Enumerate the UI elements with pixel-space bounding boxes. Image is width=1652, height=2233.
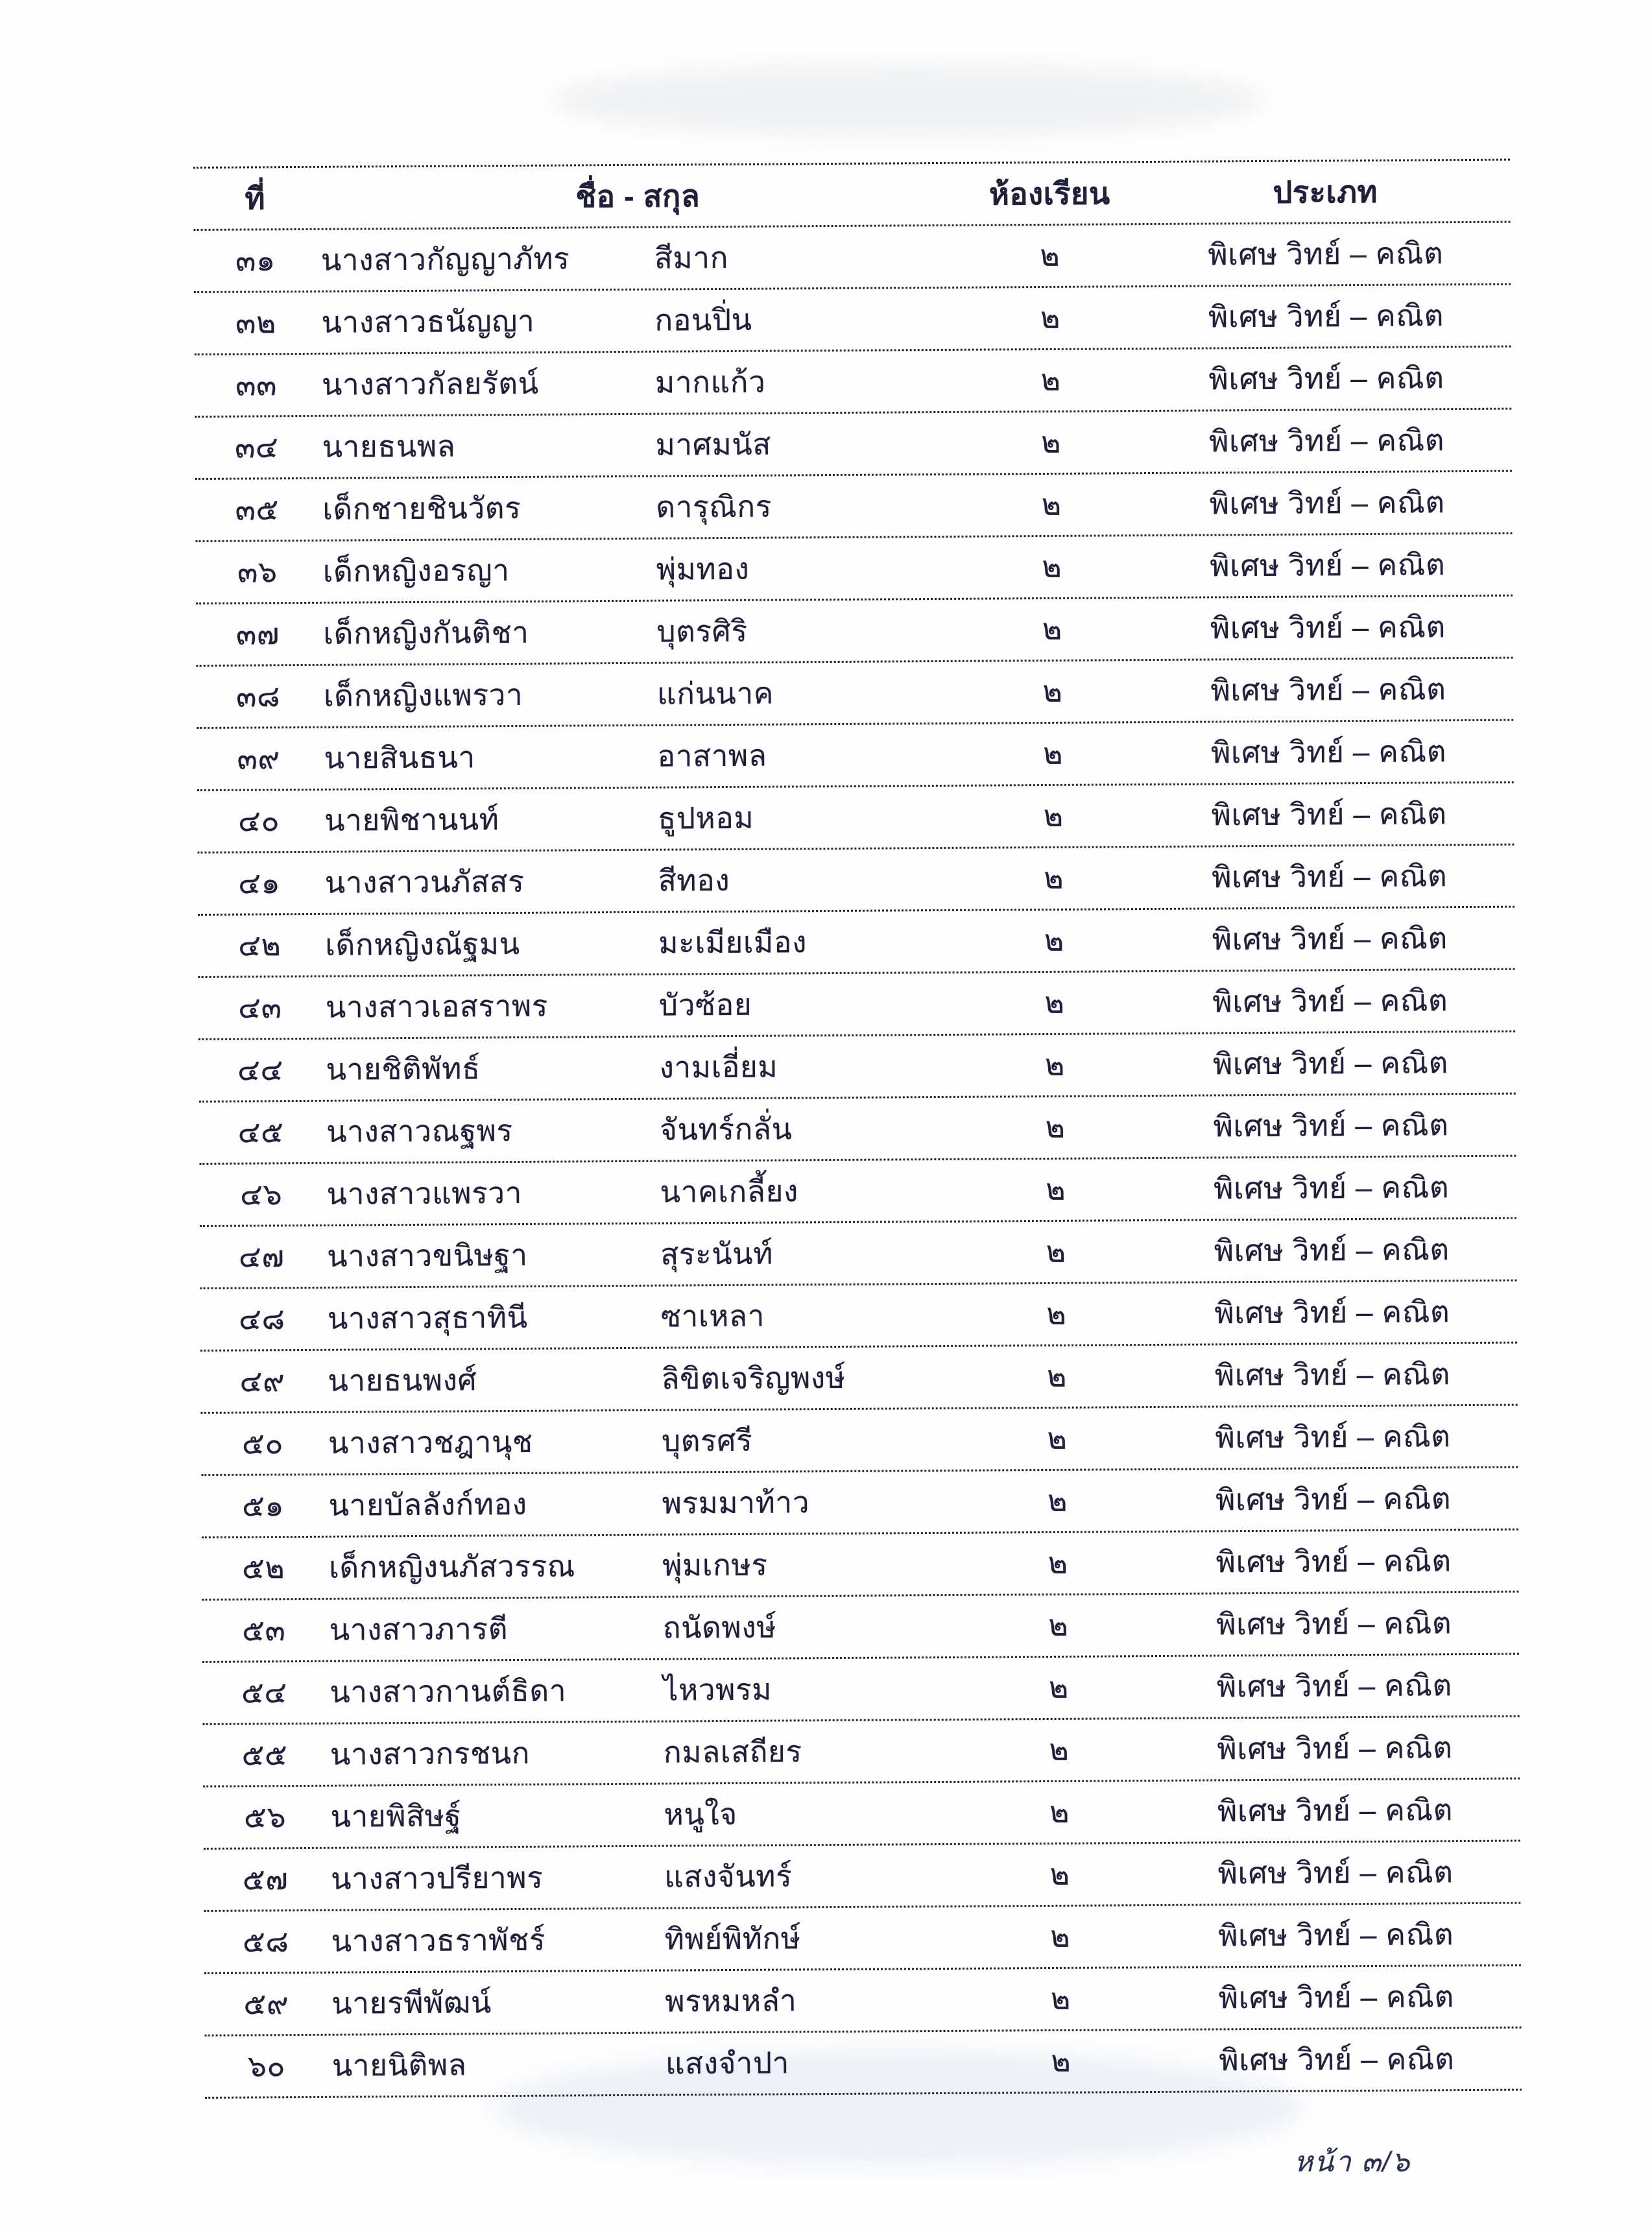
table-header-row xyxy=(193,159,1511,229)
table-row xyxy=(204,1902,1521,1972)
first-name-cell: นางสาวกานต์ธิดา xyxy=(329,1673,567,1709)
type-cell: พิเศษ วิทย์ – คณิต xyxy=(1212,921,1448,957)
first-name-cell: นางสาวกัลยรัตน์ xyxy=(321,366,539,401)
row-number-cell: ๓๓ xyxy=(235,368,278,402)
row-number-cell: ๔๖ xyxy=(240,1177,283,1212)
last-name-cell: บัวซ้อย xyxy=(658,987,752,1022)
first-name-cell: นายพิชานนท์ xyxy=(324,802,499,837)
table-row xyxy=(196,532,1513,603)
classroom-cell: ๒ xyxy=(1043,798,1064,833)
last-name-cell: งามเอี่ยม xyxy=(659,1049,778,1084)
last-name-cell: พรหมหลำ xyxy=(665,1983,797,2018)
type-cell: พิเศษ วิทย์ – คณิต xyxy=(1214,1295,1450,1330)
table-row xyxy=(202,1591,1519,1661)
row-number-cell: ๓๑ xyxy=(235,243,276,278)
first-name-cell: นางสาวเอสราพร xyxy=(325,988,549,1024)
first-name-cell: เด็กหญิงอรญา xyxy=(322,553,510,588)
type-cell: พิเศษ วิทย์ – คณิต xyxy=(1212,859,1448,894)
row-number-cell: ๕๑ xyxy=(241,1488,285,1523)
first-name-cell: นางสาวภารตี xyxy=(329,1612,509,1647)
last-name-cell: บุตรศรี xyxy=(661,1423,753,1458)
classroom-cell: ๒ xyxy=(1048,1670,1069,1704)
classroom-cell: ๒ xyxy=(1041,487,1062,522)
first-name-cell: เด็กชายชินวัตร xyxy=(322,490,521,526)
row-number-cell: ๕๒ xyxy=(241,1551,285,1585)
first-name-cell: เด็กหญิงแพรวา xyxy=(323,677,523,713)
last-name-cell: มากแก้ว xyxy=(654,364,766,400)
classroom-cell: ๒ xyxy=(1047,1546,1068,1580)
first-name-cell: นายรพีพัฒน์ xyxy=(331,1985,492,2020)
classroom-cell: ๒ xyxy=(1040,300,1061,335)
row-number-cell: ๔๑ xyxy=(238,866,281,900)
table-row xyxy=(197,844,1514,914)
first-name-cell: นางสาวสุธาทินี xyxy=(327,1300,528,1335)
last-name-cell: นาคเกลี้ยง xyxy=(660,1174,799,1209)
table-row xyxy=(195,470,1513,540)
row-number-cell: ๔๓ xyxy=(238,990,282,1025)
table-row xyxy=(203,1778,1520,1848)
table-row xyxy=(199,1155,1516,1225)
first-name-cell: นางสาวปรียาพร xyxy=(330,1860,544,1896)
classroom-cell: ๒ xyxy=(1050,1919,1071,1953)
first-name-cell: นายชิติพัทธ์ xyxy=(326,1051,481,1086)
row-number-cell: ๔๕ xyxy=(237,1115,284,1149)
type-cell: พิเศษ วิทย์ – คณิต xyxy=(1215,1481,1452,1517)
header-no: ที่ xyxy=(245,181,266,216)
classroom-cell: ๒ xyxy=(1042,549,1062,584)
type-cell: พิเศษ วิทย์ – คณิต xyxy=(1218,1979,1454,2015)
last-name-cell: สีมาก xyxy=(654,240,729,275)
last-name-cell: สุระนันท์ xyxy=(660,1236,774,1271)
classroom-cell: ๒ xyxy=(1048,1608,1069,1642)
first-name-cell: นางสาวกรชนก xyxy=(329,1736,531,1771)
table-row xyxy=(200,1280,1518,1350)
classroom-cell: ๒ xyxy=(1050,1981,1071,2016)
header-classroom: ห้องเรียน xyxy=(988,176,1110,211)
table-row xyxy=(204,1964,1522,2035)
row-number-cell: ๕๔ xyxy=(241,1675,287,1710)
row-number-cell: ๔๐ xyxy=(238,804,280,838)
last-name-cell: แสงจันทร์ xyxy=(664,1859,793,1894)
last-name-cell: มะเมียเมือง xyxy=(658,925,808,960)
last-name-cell: หนูใจ xyxy=(664,1797,737,1832)
last-name-cell: จันทร์กลั่น xyxy=(659,1112,793,1147)
last-name-cell: บุตรศิริ xyxy=(656,614,748,649)
classroom-cell: ๒ xyxy=(1042,612,1062,647)
table-row xyxy=(200,1217,1517,1287)
row-number-cell: ๖๐ xyxy=(247,2049,286,2083)
classroom-cell: ๒ xyxy=(1044,923,1064,958)
classroom-cell: ๒ xyxy=(1042,674,1063,709)
type-cell: พิเศษ วิทย์ – คณิต xyxy=(1211,796,1447,832)
row-number-cell: ๕๗ xyxy=(242,1862,289,1896)
table-row xyxy=(197,782,1514,852)
type-cell: พิเศษ วิทย์ – คณิต xyxy=(1209,485,1445,521)
type-cell: พิเศษ วิทย์ – คณิต xyxy=(1216,1606,1452,1642)
type-cell: พิเศษ วิทย์ – คณิต xyxy=(1212,983,1448,1019)
first-name-cell: เด็กหญิงนภัสวรรณ xyxy=(329,1549,576,1584)
row-number-cell: ๓๘ xyxy=(235,679,281,713)
header-type: ประเภท xyxy=(1273,174,1378,209)
last-name-cell: ดารุณิกร xyxy=(656,489,772,524)
last-name-cell: ลิขิตเจริญพงษ์ xyxy=(661,1360,846,1396)
last-name-cell: แก่นนาค xyxy=(656,676,774,711)
last-name-cell: พรมมาท้าว xyxy=(662,1485,810,1520)
first-name-cell: นายนิติพล xyxy=(331,2048,467,2083)
classroom-cell: ๒ xyxy=(1046,1359,1067,1393)
last-name-cell: สีทอง xyxy=(658,863,730,898)
last-name-cell: กมลเสถียร xyxy=(663,1734,802,1769)
type-cell: พิเศษ วิทย์ – คณิต xyxy=(1210,547,1446,583)
classroom-cell: ๒ xyxy=(1049,1857,1070,1891)
first-name-cell: นางสาวชฎานุช xyxy=(328,1424,533,1460)
type-cell: พิเศษ วิทย์ – คณิต xyxy=(1208,423,1445,459)
type-cell: พิเศษ วิทย์ – คณิต xyxy=(1217,1730,1453,1766)
first-name-cell: นางสาวนภัสสร xyxy=(324,864,525,900)
type-cell: พิเศษ วิทย์ – คณิต xyxy=(1210,610,1446,645)
row-number-cell: ๓๒ xyxy=(235,305,277,340)
classroom-cell: ๒ xyxy=(1051,2044,1071,2078)
row-number-cell: ๓๗ xyxy=(235,617,280,651)
classroom-cell: ๒ xyxy=(1044,1047,1066,1082)
row-number-cell: ๕๓ xyxy=(241,1613,286,1647)
row-number-cell: ๓๔ xyxy=(234,430,279,464)
table-row xyxy=(201,1466,1518,1536)
row-number-cell: ๔๒ xyxy=(238,928,281,962)
table-row xyxy=(203,1715,1520,1785)
last-name-cell: พุ่มเกษร xyxy=(662,1547,768,1582)
type-cell: พิเศษ วิทย์ – คณิต xyxy=(1214,1232,1450,1268)
last-name-cell: ทิพย์พิทักษ์ xyxy=(664,1921,801,1956)
table-row xyxy=(195,408,1512,478)
table-row xyxy=(196,595,1513,665)
type-cell: พิเศษ วิทย์ – คณิต xyxy=(1216,1668,1452,1704)
last-name-cell: ถนัดพงษ์ xyxy=(662,1610,777,1645)
last-name-cell: ธูปหอม xyxy=(657,800,754,835)
table-row xyxy=(195,346,1512,416)
table-row xyxy=(198,1031,1516,1101)
type-cell: พิเศษ วิทย์ – คณิต xyxy=(1214,1357,1451,1392)
first-name-cell: เด็กหญิงกันติชา xyxy=(323,615,529,651)
first-name-cell: นางสาวกัญญาภัทร xyxy=(320,241,570,277)
row-number-cell: ๔๙ xyxy=(239,1364,285,1398)
table-row xyxy=(197,657,1514,727)
table-row xyxy=(194,221,1511,291)
row-number-cell: ๔๘ xyxy=(239,1302,285,1336)
first-name-cell: นางสาวแพรวา xyxy=(326,1175,523,1211)
classroom-cell: ๒ xyxy=(1047,1483,1068,1518)
table-row xyxy=(201,1404,1518,1474)
classroom-cell: ๒ xyxy=(1044,861,1064,896)
first-name-cell: นางสาวขนิษฐา xyxy=(327,1237,528,1273)
row-number-cell: ๔๗ xyxy=(238,1239,285,1274)
row-number-cell: ๕๐ xyxy=(241,1426,284,1461)
classroom-cell: ๒ xyxy=(1046,1234,1066,1269)
row-number-cell: ๓๖ xyxy=(237,555,278,589)
type-cell: พิเศษ วิทย์ – คณิต xyxy=(1215,1419,1451,1455)
classroom-cell: ๒ xyxy=(1046,1172,1066,1207)
classroom-cell: ๒ xyxy=(1041,425,1062,460)
row-number-cell: ๕๘ xyxy=(242,1924,289,1959)
first-name-cell: นางสาวธนัญญา xyxy=(321,304,535,339)
row-number-cell: ๓๕ xyxy=(235,492,280,527)
scan-artifact-top xyxy=(551,65,1265,136)
table-row xyxy=(202,1529,1519,1599)
classroom-cell: ๒ xyxy=(1042,736,1064,771)
first-name-cell: นายธนพงศ์ xyxy=(328,1363,477,1398)
classroom-cell: ๒ xyxy=(1040,363,1061,398)
row-number-cell: ๔๔ xyxy=(237,1053,283,1087)
classroom-cell: ๒ xyxy=(1047,1421,1068,1455)
page-number: หน้า ๓/๖ xyxy=(1294,2146,1411,2178)
row-number-cell: ๕๕ xyxy=(241,1737,288,1772)
table-row xyxy=(205,2027,1522,2099)
row-number-cell: ๕๙ xyxy=(243,1987,289,2021)
type-cell: พิเศษ วิทย์ – คณิต xyxy=(1208,236,1444,272)
student-roster-table xyxy=(193,159,1522,2099)
first-name-cell: นายพิสิษฐ์ xyxy=(330,1798,462,1833)
type-cell: พิเศษ วิทย์ – คณิต xyxy=(1215,1544,1452,1579)
type-cell: พิเศษ วิทย์ – คณิต xyxy=(1212,1045,1449,1081)
last-name-cell: อาสาพล xyxy=(657,738,767,773)
table-row xyxy=(200,1342,1518,1412)
type-cell: พิเศษ วิทย์ – คณิต xyxy=(1219,2042,1455,2077)
last-name-cell: มาศมนัส xyxy=(655,427,771,462)
type-cell: พิเศษ วิทย์ – คณิต xyxy=(1210,734,1447,770)
table-row xyxy=(202,1653,1520,1723)
first-name-cell: นางสาวธราพัชร์ xyxy=(331,1922,546,1958)
first-name-cell: เด็กหญิงณัฐมน xyxy=(325,926,520,962)
table-row xyxy=(197,719,1514,789)
type-cell: พิเศษ วิทย์ – คณิต xyxy=(1213,1108,1449,1143)
type-cell: พิเศษ วิทย์ – คณิต xyxy=(1210,672,1446,708)
type-cell: พิเศษ วิทย์ – คณิต xyxy=(1208,361,1444,396)
classroom-cell: ๒ xyxy=(1040,238,1060,273)
table-row xyxy=(198,968,1516,1038)
first-name-cell: นางสาวณฐพร xyxy=(326,1114,513,1149)
table-row xyxy=(204,1840,1521,1910)
classroom-cell: ๒ xyxy=(1046,1296,1067,1331)
first-name-cell: นายสินธนา xyxy=(324,740,475,775)
type-cell: พิเศษ วิทย์ – คณิต xyxy=(1208,298,1444,334)
classroom-cell: ๒ xyxy=(1049,1732,1070,1767)
first-name-cell: นายธนพล xyxy=(322,429,456,464)
table-row xyxy=(199,1093,1516,1163)
table-row xyxy=(194,283,1511,353)
table-row xyxy=(198,906,1515,976)
classroom-cell: ๒ xyxy=(1049,1795,1070,1829)
row-number-cell: ๓๙ xyxy=(237,741,280,776)
row-number-cell: ๕๖ xyxy=(243,1800,287,1834)
type-cell: พิเศษ วิทย์ – คณิต xyxy=(1217,1855,1454,1891)
classroom-cell: ๒ xyxy=(1044,985,1065,1020)
last-name-cell: แสงจำปา xyxy=(665,2046,790,2081)
last-name-cell: ซาเหลา xyxy=(660,1298,765,1333)
type-cell: พิเศษ วิทย์ – คณิต xyxy=(1217,1793,1454,1828)
classroom-cell: ๒ xyxy=(1045,1110,1066,1145)
last-name-cell: ไหวพรม xyxy=(663,1672,772,1707)
first-name-cell: นายบัลลังก์ทอง xyxy=(328,1487,527,1522)
last-name-cell: พุ่มทอง xyxy=(656,551,750,586)
last-name-cell: กอนปิ่น xyxy=(654,302,752,337)
type-cell: พิเศษ วิทย์ – คณิต xyxy=(1214,1170,1450,1206)
header-name: ชื่อ - สกุล xyxy=(575,178,700,214)
type-cell: พิเศษ วิทย์ – คณิต xyxy=(1218,1917,1454,1953)
